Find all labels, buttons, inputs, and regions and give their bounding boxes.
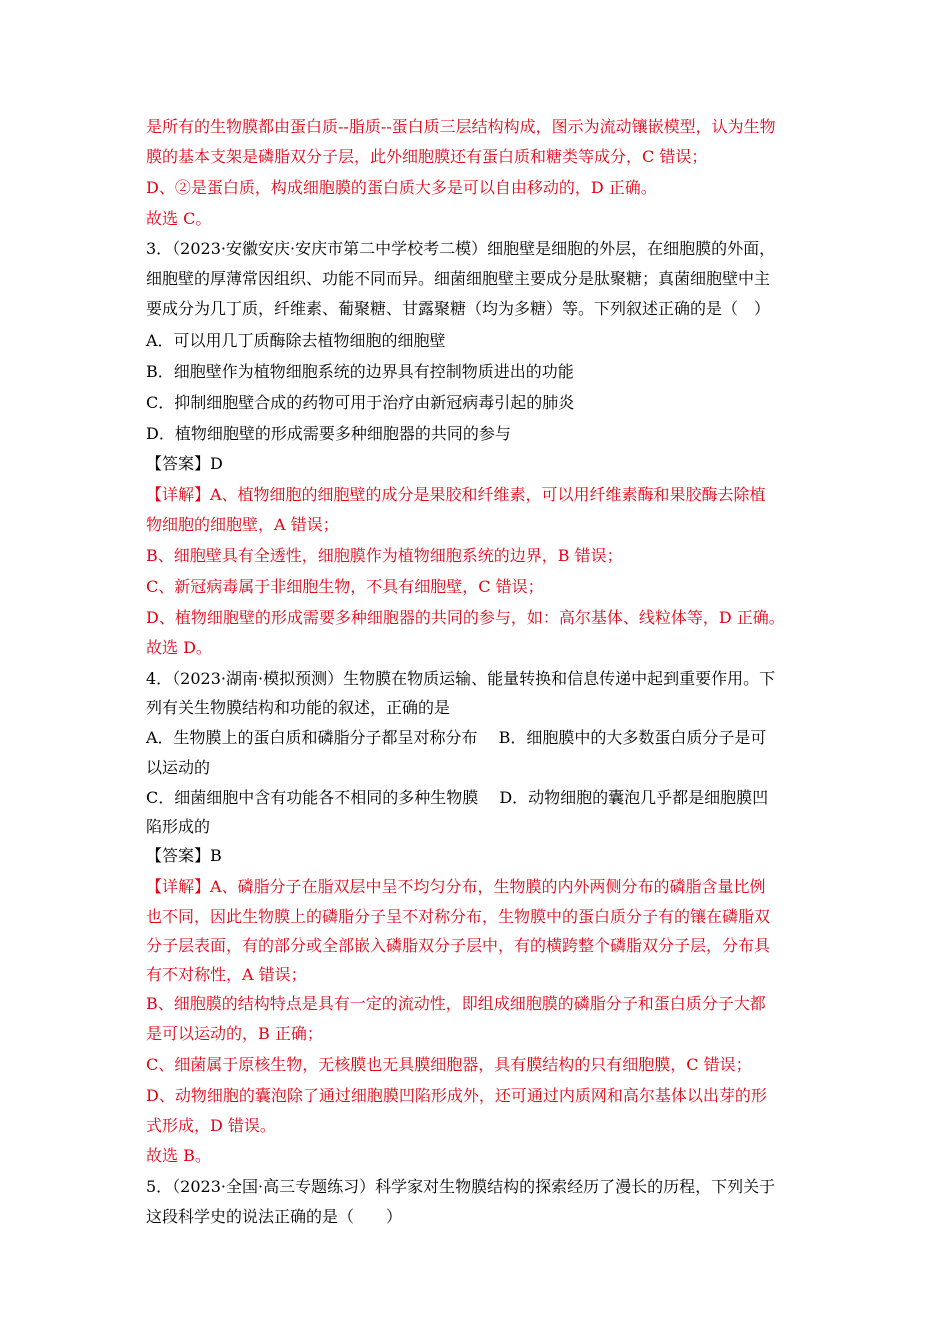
explanation-line: C、细菌属于原核生物，无核膜也无具膜细胞器，具有膜结构的只有细胞膜，C 错误；	[146, 1055, 752, 1074]
question-3-stem: 3．（2023·安徽安庆·安庆市第二中学校考二模）细胞壁是细胞的外层，在细胞膜的外面，	[146, 239, 776, 258]
question-3-stem: 要成分为几丁质，纤维素、葡聚糖、甘露聚糖（均为多糖）等。下列叙述正确的是（ ）	[146, 299, 771, 318]
text-line: D、②是蛋白质，构成细胞膜的蛋白质大多是可以自由移动的，D 正确。	[146, 178, 657, 197]
option-d: D．植物细胞壁的形成需要多种细胞器的共同的参与	[146, 424, 511, 443]
option-a: A．可以用几丁质酶除去植物细胞的细胞壁	[146, 331, 446, 350]
explanation-line: B、细胞膜的结构特点是具有一定的流动性，即组成细胞膜的磷脂分子和蛋白质分子大都	[146, 994, 766, 1013]
question-5-stem: 5．（2023·全国·高三专题练习）科学家对生物膜结构的探索经历了漫长的历程，下列关于	[146, 1177, 776, 1196]
text-line: 故选 C。	[146, 209, 212, 228]
explanation-line: 物细胞的细胞壁，A 错误；	[146, 515, 339, 534]
question-5-stem: 这段科学史的说法正确的是（ ）	[146, 1207, 403, 1226]
explanation-line: 分子层表面，有的部分或全部嵌入磷脂双分子层中，有的横跨整个磷脂双分子层，分布具	[146, 936, 771, 955]
explanation-line: 是可以运动的，B 正确；	[146, 1024, 323, 1043]
explanation-line: 故选 D。	[146, 638, 212, 657]
explanation-line: D、动物细胞的囊泡除了通过细胞膜凹陷形成外，还可通过内质网和高尔基体以出芽的形	[146, 1086, 767, 1105]
explanation-line: 有不对称性，A 错误；	[146, 965, 307, 984]
option-c-d: C．细菌细胞中含有功能各不相同的多种生物膜 D．动物细胞的囊泡几乎都是细胞膜凹	[146, 788, 769, 807]
explanation-line: C、新冠病毒属于非细胞生物，不具有细胞壁，C 错误；	[146, 577, 544, 596]
option-a-b: 以运动的	[146, 758, 211, 777]
question-3-stem: 细胞壁的厚薄常因组织、功能不同而异。细菌细胞壁主要成分是肽聚糖；真菌细胞壁中主	[146, 269, 771, 288]
text-line: 是所有的生物膜都由蛋白质--脂质--蛋白质三层结构构成，图示为流动镶嵌模型，认为生物	[146, 117, 776, 136]
option-b: B．细胞壁作为植物细胞系统的边界具有控制物质进出的功能	[146, 362, 574, 381]
explanation-line: 也不同，因此生物膜上的磷脂分子呈不对称分布，生物膜中的蛋白质分子有的镶在磷脂双	[146, 907, 771, 926]
option-c: C．抑制细胞壁合成的药物可用于治疗由新冠病毒引起的肺炎	[146, 393, 575, 412]
option-a-b: A．生物膜上的蛋白质和磷脂分子都呈对称分布 B．细胞膜中的大多数蛋白质分子是可	[146, 728, 767, 747]
question-4-stem: 列有关生物膜结构和功能的叙述，正确的是	[146, 698, 451, 717]
answer-label: 【答案】B	[146, 846, 222, 865]
explanation-line: 【详解】A、植物细胞的细胞壁的成分是果胶和纤维素，可以用纤维素酶和果胶酶去除植	[146, 485, 766, 504]
option-c-d: 陷形成的	[146, 817, 211, 836]
explanation-line: 【详解】A、磷脂分子在脂双层中呈不均匀分布，生物膜的内外两侧分布的磷脂含量比例	[146, 877, 766, 896]
explanation-line: 故选 B。	[146, 1146, 211, 1165]
text-line: 膜的基本支架是磷脂双分子层，此外细胞膜还有蛋白质和糖类等成分，C 错误；	[146, 147, 708, 166]
explanation-line: B、细胞壁具有全透性，细胞膜作为植物细胞系统的边界，B 错误；	[146, 546, 623, 565]
question-4-stem: 4．（2023·湖南·模拟预测）生物膜在物质运输、能量转换和信息传递中起到重要作用。下	[146, 669, 776, 688]
explanation-line: D、植物细胞壁的形成需要多种细胞器的共同的参与，如：高尔基体、线粒体等，D 正确。	[146, 608, 785, 627]
explanation-line: 式形成，D 错误。	[146, 1116, 276, 1135]
answer-label: 【答案】D	[146, 454, 223, 473]
